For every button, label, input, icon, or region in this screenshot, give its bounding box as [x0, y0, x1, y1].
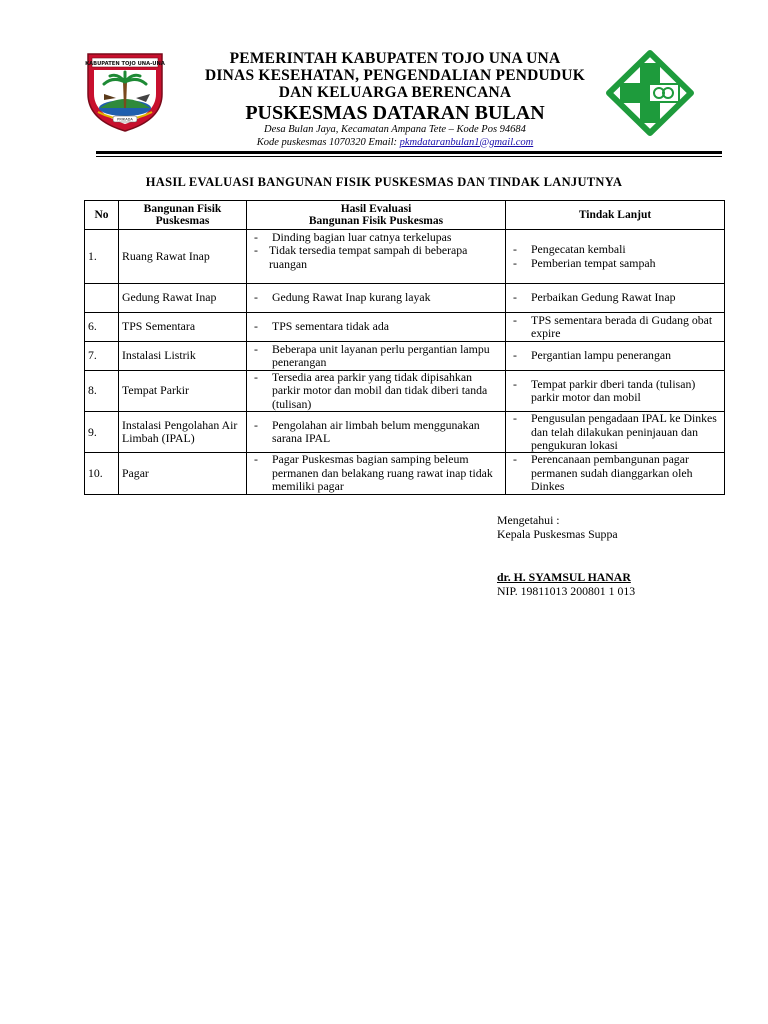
- puskesmas-code: Kode puskesmas 1070320 Email:: [256, 136, 400, 148]
- emblem-banner-text: KABUPATEN TOJO UNA-UNA: [85, 61, 165, 67]
- table-row: [85, 371, 725, 412]
- row-number: 6.: [85, 313, 119, 342]
- column-header-no: No: [85, 201, 119, 230]
- building-name: TPS Sementara: [119, 313, 247, 342]
- follow-up-action: - Tempat parkir dberi tanda (tulisan) parkir motor dan mobil: [506, 371, 725, 412]
- signer-name: dr. H. SYAMSUL HANAR: [497, 570, 631, 584]
- follow-up-action: - Pengecatan kembali - Pemberian tempat sampah: [506, 230, 725, 284]
- evaluation-result: - Gedung Rawat Inap kurang layak: [247, 284, 506, 313]
- row-number: 7.: [85, 342, 119, 371]
- agency-name-continued: DAN KELUARGA BERENCANA: [278, 84, 512, 101]
- table-row: [85, 230, 725, 284]
- acknowledged-label: Mengetahui :: [497, 513, 560, 527]
- column-header-building: Bangunan Fisik Puskesmas: [119, 201, 247, 230]
- evaluation-result: - Pagar Puskesmas bagian samping beleum permanen dan belakang ruang rawat inap tidak memiliki pagar: [247, 453, 506, 494]
- header-divider: [96, 151, 722, 154]
- evaluation-result: - Dinding bagian luar catnya terkelupas - Tidak tersedia tempat sampah di beberapa ruangan: [247, 230, 506, 284]
- follow-up-action: - Pengusulan pengadaan IPAL ke Dinkes dan telah dilakukan peninjauan dan pengukuran lokasi: [506, 412, 725, 453]
- evaluation-result: - Pengolahan air limbah belum menggunakan sarana IPAL: [247, 412, 506, 453]
- evaluation-table: [84, 200, 725, 495]
- building-name: Gedung Rawat Inap: [119, 284, 247, 313]
- building-name: Ruang Rawat Inap: [119, 230, 247, 284]
- table-row: [85, 412, 725, 453]
- document-title: HASIL EVALUASI BANGUNAN FISIK PUSKESMAS DAN TINDAK LANJUTNYA: [145, 175, 623, 189]
- row-number: 10.: [85, 453, 119, 494]
- regency-emblem-icon: [80, 46, 170, 134]
- puskesmas-name: PUSKESMAS DATARAN BULAN: [245, 102, 545, 124]
- contact-line: [160, 137, 630, 150]
- column-header-result: Hasil Evaluasi Bangunan Fisik Puskesmas: [247, 201, 506, 230]
- row-number: [85, 284, 119, 313]
- follow-up-action: - TPS sementara berada di Gudang obat expire: [506, 313, 725, 342]
- table-row: [85, 342, 725, 371]
- emblem-motto-text: PRIKADA: [117, 117, 133, 122]
- government-name: PEMERINTAH KABUPATEN TOJO UNA UNA: [229, 50, 561, 67]
- evaluation-result: - Tersedia area parkir yang tidak dipisahkan parkir motor dan mobil dan tidak diberi tanda (tulisan): [247, 371, 506, 412]
- building-name: Instalasi Pengolahan Air Limbah (IPAL): [119, 412, 247, 453]
- letterhead-text: [160, 50, 630, 149]
- table-row: [85, 284, 725, 313]
- building-name: Tempat Parkir: [119, 371, 247, 412]
- follow-up-action: - Perencanaan pembangunan pagar permanen sudah dianggarkan oleh Dinkes: [506, 453, 725, 494]
- email-link[interactable]: pkmdataranbulan1@gmail.com: [399, 136, 534, 148]
- building-name: Instalasi Listrik: [119, 342, 247, 371]
- puskesmas-logo-icon: [606, 50, 694, 136]
- row-number: 8.: [85, 371, 119, 412]
- header-divider-thin: [96, 156, 722, 157]
- signer-nip: NIP. 19811013 200801 1 013: [497, 583, 636, 598]
- row-number: 9.: [85, 412, 119, 453]
- table-row: [85, 313, 725, 342]
- row-number: 1.: [85, 230, 119, 284]
- building-name: Pagar: [119, 453, 247, 494]
- agency-name: DINAS KESEHATAN, PENGENDALIAN PENDUDUK: [205, 67, 585, 84]
- evaluation-result: - Beberapa unit layanan perlu pergantian lampu penerangan: [247, 342, 506, 371]
- column-header-action: Tindak Lanjut: [506, 201, 725, 230]
- letterhead: [0, 0, 768, 160]
- address-line: Desa Bulan Jaya, Kecamatan Ampana Tete – Kode Pos 94684: [264, 124, 526, 135]
- table-header-row: [85, 201, 725, 230]
- follow-up-action: - Perbaikan Gedung Rawat Inap: [506, 284, 725, 313]
- table-row: [85, 453, 725, 494]
- evaluation-result: - TPS sementara tidak ada: [247, 313, 506, 342]
- follow-up-action: - Pergantian lampu penerangan: [506, 342, 725, 371]
- signer-position: Kepala Puskesmas Suppa: [497, 526, 618, 541]
- signature-block: [497, 514, 635, 598]
